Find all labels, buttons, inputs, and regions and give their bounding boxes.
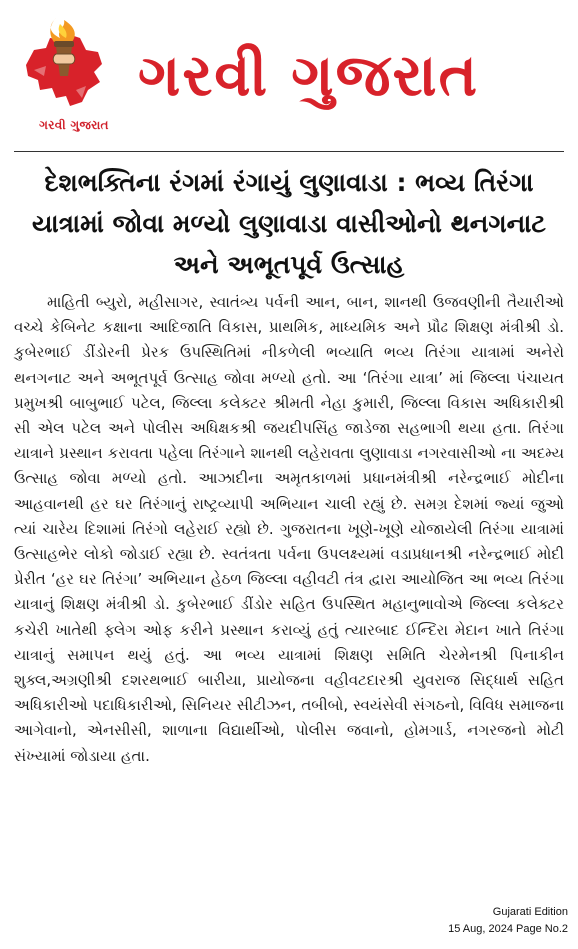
- logo-caption: ગરવી ગુજરાત: [39, 118, 109, 132]
- newspaper-title: ગરવી ગુજરાત: [138, 41, 480, 109]
- torch-on-gujarat-map-icon: [16, 10, 126, 120]
- edition-label: Gujarati Edition: [492, 906, 568, 918]
- page-footer: [448, 904, 568, 938]
- masthead: [0, 0, 578, 150]
- masthead-divider: [14, 151, 564, 152]
- article-body: [14, 290, 564, 769]
- article-paragraph: માહિતી બ્યુરો, મહીસાગર, સ્વાતંત્ર્ય પર્વની આન, બાન, શાનથી ઉજવણીની તૈયારીઓ વચ્ચે કેબિનેટ કક્ષાના આદિજાતિ વિકાસ, પ્રાથમિક, માધ્યમિક અને પ્રૌઢ શિક્ષણ મંત્રીશ્રી ડો. કુબેરભાઈ ડીંડોરની પ્રેરક ઉપસ્થિતિમાં નીકળેલી ભવ્યાતિ ભવ્ય તિરંગા યાત્રામાં અનેરો થનગનાટ અને અભૂતપૂર્વ ઉત્સાહ જોવા મળ્યો હતો. આ ‘તિરંગા યાત્રા’ માં જિલ્લા પંચાયત પ્રમુખશ્રી બાબુભાઈ પટેલ, જિલ્લા કલેક્ટર શ્રીમતી નેહા કુમારી, જિલ્લા વિકાસ અધિકારીશ્રી સી એલ પટેલ અને પોલીસ અધિક્ષકશ્રી જયદીપસિંહ જાડેજા સહભાગી થયા હતા. તિરંગા યાત્રાને પ્રસ્થાન કરાવતા પહેલા તિરંગાને શાનથી લહેરાવતા લુણાવાડા નગરવાસીઓ ના અદમ્ય ઉત્સાહ જોવા મળ્યો હતો. આઝાદીના અમૃતકાળમાં પ્રધાનમંત્રીશ્રી નરેન્દ્રભાઈ મોદીના આહવાનથી હર ઘર તિરંગાનું રાષ્ટ્રવ્યાપી અભિયાન ચાલી રહ્યું છે. સમગ્ર દેશમાં જ્યાં જુઓ ત્યાં ચારેય દિશામાં તિરંગો લહેરાઈ રહ્યો છે. ગુજરાતના ખૂણે-ખૂણે યોજાયેલી તિરંગા યાત્રામાં ઉત્સાહભેર લોકો જોડાઈ રહ્યા છે. સ્વતંત્રતા પર્વના ઉપલક્ષ્યમાં વડાપ્રધાનશ્રી નરેન્દ્રભાઈ મોદી પ્રેરીત ‘હર ઘર તિરંગા’ અભિયાન હેઠળ જિલ્લા વહીવટી તંત્ર દ્વારા આયોજિત આ ભવ્ય તિરંગા યાત્રાનું શિક્ષણ મંત્રીશ્રી ડો. કુબેરભાઈ ડીંડોર સહિત ઉપસ્થિત મહાનુભાવોએ જિલ્લા કલેક્ટર કચેરી ખાતેથી ફ્લેગ ઓફ કરીને પ્રસ્થાન કરાવ્યું હતું ત્યારબાદ ઈન્દિરા મેદાન ખાતે તિરંગા યાત્રાનું સમાપન થયું હતું. આ ભવ્ય યાત્રામાં શિક્ષણ સમિતિ ચેરમેનશ્રી પિનાકીન શુક્લ,અગ્રણીશ્રી દશરથભાઈ બારીયા, પ્રાયોજના વહીવટદારશ્રી યુવરાજ સિદ્ધાર્થ સહિત અધિકારીઓ પદાધિકારીઓ, સિનિયર સીટીઝન, તબીબો, સ્વયંસેવી સંગઠનો, વિવિધ સમાજના આગેવાનો, એનસીસી, શાળાના વિદ્યાર્થીઓ, પોલીસ જવાનો, હોમગાર્ડ, નગરજનો મોટી સંખ્યામાં જોડાયા હતા.: [14, 293, 564, 765]
- date-page-label: 15 Aug, 2024 Page No.2: [448, 923, 568, 935]
- article-headline: દેશભક્તિના રંગમાં રંગાયું લુણાવાડા : ભવ્ય તિરંગા યાત્રામાં જોવા મળ્યો લુણાવાડા વાસીઓનો થનગનાટ અને અભૂતપૂર્વ ઉત્સાહ: [32, 168, 546, 279]
